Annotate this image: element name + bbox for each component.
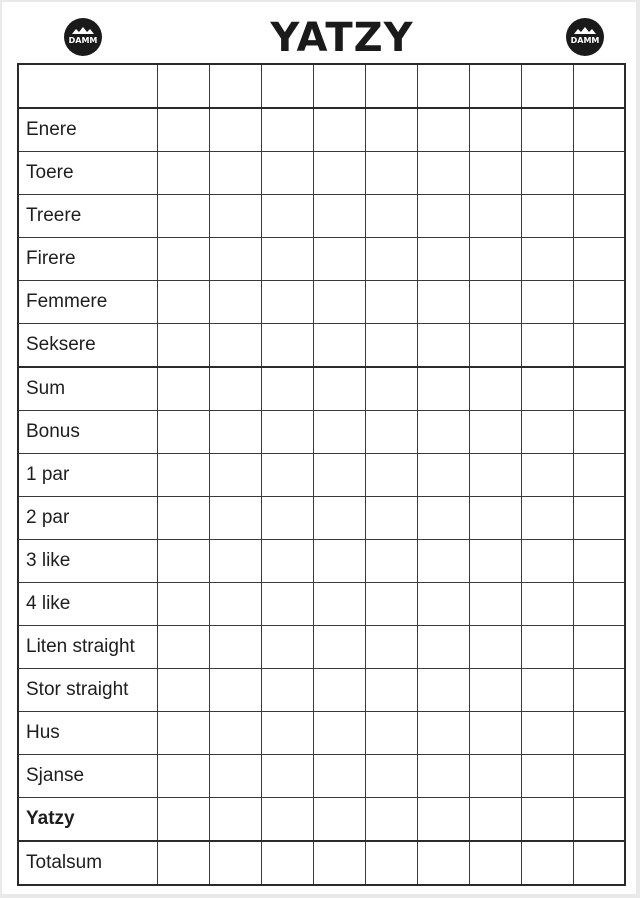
corner-cell: [18, 64, 158, 108]
score-cell[interactable]: [313, 540, 365, 583]
score-cell[interactable]: [573, 281, 625, 324]
score-row: [18, 669, 625, 712]
score-row: [18, 195, 625, 238]
score-cell[interactable]: [313, 324, 365, 368]
score-cell[interactable]: [261, 411, 313, 454]
score-cell[interactable]: [521, 841, 573, 885]
row-label: Seksere: [18, 324, 158, 368]
score-cell[interactable]: [313, 841, 365, 885]
score-cell[interactable]: [313, 583, 365, 626]
row-label: 1 par: [18, 454, 158, 497]
score-cell[interactable]: [209, 281, 261, 324]
score-cell[interactable]: [365, 497, 417, 540]
score-cell[interactable]: [158, 238, 210, 281]
score-cell[interactable]: [417, 755, 469, 798]
score-cell[interactable]: [573, 626, 625, 669]
score-cell[interactable]: [209, 324, 261, 368]
score-cell[interactable]: [417, 152, 469, 195]
score-row: [18, 108, 625, 152]
score-cell[interactable]: [158, 626, 210, 669]
row-label: Sum: [18, 367, 158, 411]
score-cell[interactable]: [469, 583, 521, 626]
score-cell[interactable]: [209, 583, 261, 626]
score-cell[interactable]: [365, 454, 417, 497]
score-cell[interactable]: [469, 238, 521, 281]
row-label: Toere: [18, 152, 158, 195]
score-cell[interactable]: [469, 367, 521, 411]
score-row: [18, 755, 625, 798]
row-label: Hus: [18, 712, 158, 755]
score-cell[interactable]: [313, 152, 365, 195]
score-cell[interactable]: [521, 195, 573, 238]
score-cell[interactable]: [417, 108, 469, 152]
score-cell[interactable]: [417, 324, 469, 368]
score-cell[interactable]: [158, 454, 210, 497]
score-cell[interactable]: [313, 712, 365, 755]
score-cell[interactable]: [469, 626, 521, 669]
score-cell[interactable]: [365, 841, 417, 885]
score-cell[interactable]: [469, 669, 521, 712]
score-cell[interactable]: [313, 108, 365, 152]
score-cell[interactable]: [573, 195, 625, 238]
score-row: [18, 152, 625, 195]
score-cell[interactable]: [209, 238, 261, 281]
score-cell[interactable]: [573, 324, 625, 368]
score-cell[interactable]: [469, 540, 521, 583]
score-cell[interactable]: [417, 841, 469, 885]
player-name-cell[interactable]: [158, 64, 210, 108]
row-label: Femmere: [18, 281, 158, 324]
score-cell[interactable]: [365, 238, 417, 281]
score-cell[interactable]: [521, 583, 573, 626]
score-cell[interactable]: [365, 108, 417, 152]
score-row: [18, 712, 625, 755]
score-cell[interactable]: [573, 712, 625, 755]
score-cell[interactable]: [469, 841, 521, 885]
score-row: [18, 626, 625, 669]
score-cell[interactable]: [261, 108, 313, 152]
score-cell[interactable]: [365, 712, 417, 755]
score-cell[interactable]: [365, 152, 417, 195]
page-title: YATZY: [270, 15, 414, 61]
score-cell[interactable]: [365, 540, 417, 583]
score-cell[interactable]: [521, 411, 573, 454]
score-cell[interactable]: [209, 669, 261, 712]
score-row: [18, 411, 625, 454]
score-cell[interactable]: [209, 755, 261, 798]
score-cell[interactable]: [313, 669, 365, 712]
score-cell[interactable]: [365, 195, 417, 238]
score-cell[interactable]: [417, 669, 469, 712]
player-name-cell[interactable]: [573, 64, 625, 108]
score-cell[interactable]: [158, 281, 210, 324]
score-row: [18, 841, 625, 885]
score-cell[interactable]: [158, 583, 210, 626]
score-cell[interactable]: [209, 108, 261, 152]
score-cell[interactable]: [261, 238, 313, 281]
score-sheet: [2, 2, 636, 894]
row-label: Stor straight: [18, 669, 158, 712]
player-name-cell[interactable]: [209, 64, 261, 108]
score-cell[interactable]: [417, 367, 469, 411]
score-cell[interactable]: [521, 324, 573, 368]
score-cell[interactable]: [365, 281, 417, 324]
score-cell[interactable]: [313, 626, 365, 669]
row-label: Yatzy: [18, 798, 158, 842]
score-cell[interactable]: [209, 152, 261, 195]
score-cell[interactable]: [573, 583, 625, 626]
score-cell[interactable]: [573, 841, 625, 885]
score-cell[interactable]: [521, 540, 573, 583]
score-cell[interactable]: [261, 367, 313, 411]
score-cell[interactable]: [521, 281, 573, 324]
score-cell[interactable]: [469, 755, 521, 798]
player-name-cell[interactable]: [469, 64, 521, 108]
score-cell[interactable]: [158, 755, 210, 798]
row-label: Firere: [18, 238, 158, 281]
score-cell[interactable]: [158, 540, 210, 583]
score-cell[interactable]: [209, 712, 261, 755]
score-cell[interactable]: [261, 626, 313, 669]
score-cell[interactable]: [521, 108, 573, 152]
score-cell[interactable]: [417, 497, 469, 540]
score-cell[interactable]: [365, 626, 417, 669]
score-cell[interactable]: [417, 411, 469, 454]
row-label: Treere: [18, 195, 158, 238]
score-cell[interactable]: [158, 152, 210, 195]
score-cell[interactable]: [365, 798, 417, 842]
score-cell[interactable]: [209, 841, 261, 885]
score-cell[interactable]: [261, 669, 313, 712]
score-row: [18, 583, 625, 626]
row-label: Totalsum: [18, 841, 158, 885]
score-cell[interactable]: [209, 411, 261, 454]
score-cell[interactable]: [521, 626, 573, 669]
score-cell[interactable]: [158, 195, 210, 238]
score-cell[interactable]: [573, 540, 625, 583]
score-cell[interactable]: [209, 798, 261, 842]
score-cell[interactable]: [469, 152, 521, 195]
score-cell[interactable]: [261, 497, 313, 540]
score-cell[interactable]: [417, 583, 469, 626]
score-cell[interactable]: [365, 583, 417, 626]
score-cell[interactable]: [313, 411, 365, 454]
score-cell[interactable]: [417, 626, 469, 669]
logo-text-left: DAMM: [68, 36, 98, 45]
score-cell[interactable]: [158, 108, 210, 152]
score-cell[interactable]: [521, 238, 573, 281]
score-cell[interactable]: [469, 798, 521, 842]
score-cell[interactable]: [209, 367, 261, 411]
score-cell[interactable]: [521, 497, 573, 540]
score-cell[interactable]: [469, 497, 521, 540]
row-label: 4 like: [18, 583, 158, 626]
score-cell[interactable]: [573, 798, 625, 842]
row-label: 3 like: [18, 540, 158, 583]
score-cell[interactable]: [469, 324, 521, 368]
score-cell[interactable]: [573, 367, 625, 411]
score-row: [18, 798, 625, 842]
score-cell[interactable]: [209, 454, 261, 497]
score-cell[interactable]: [469, 411, 521, 454]
score-cell[interactable]: [209, 195, 261, 238]
score-row: [18, 497, 625, 540]
score-row: [18, 238, 625, 281]
score-cell[interactable]: [573, 497, 625, 540]
score-cell[interactable]: [158, 712, 210, 755]
score-cell[interactable]: [158, 669, 210, 712]
score-cell[interactable]: [417, 540, 469, 583]
score-cell[interactable]: [521, 152, 573, 195]
score-cell[interactable]: [313, 497, 365, 540]
score-cell[interactable]: [521, 755, 573, 798]
header-row: [18, 64, 625, 108]
score-cell[interactable]: [158, 798, 210, 842]
player-name-cell[interactable]: [261, 64, 313, 108]
score-cell[interactable]: [158, 841, 210, 885]
score-cell[interactable]: [261, 583, 313, 626]
score-cell[interactable]: [469, 281, 521, 324]
score-cell[interactable]: [261, 324, 313, 368]
player-name-cell[interactable]: [521, 64, 573, 108]
score-cell[interactable]: [469, 712, 521, 755]
row-label: Liten straight: [18, 626, 158, 669]
player-name-cell[interactable]: [365, 64, 417, 108]
score-cell[interactable]: [521, 367, 573, 411]
logo-text-right: DAMM: [570, 36, 600, 45]
score-cell[interactable]: [573, 411, 625, 454]
score-cell[interactable]: [313, 798, 365, 842]
score-cell[interactable]: [573, 152, 625, 195]
score-cell[interactable]: [469, 195, 521, 238]
row-label: Bonus: [18, 411, 158, 454]
score-cell[interactable]: [365, 755, 417, 798]
score-cell[interactable]: [521, 454, 573, 497]
score-cell[interactable]: [521, 798, 573, 842]
score-cell[interactable]: [417, 712, 469, 755]
score-cell[interactable]: [261, 152, 313, 195]
score-cell[interactable]: [313, 238, 365, 281]
score-row: [18, 540, 625, 583]
score-cell[interactable]: [313, 195, 365, 238]
score-cell[interactable]: [261, 540, 313, 583]
score-cell[interactable]: [417, 281, 469, 324]
score-cell[interactable]: [313, 281, 365, 324]
row-label: 2 par: [18, 497, 158, 540]
score-row: [18, 454, 625, 497]
score-cell[interactable]: [261, 454, 313, 497]
score-cell[interactable]: [573, 108, 625, 152]
score-cell[interactable]: [521, 712, 573, 755]
score-cell[interactable]: [261, 281, 313, 324]
row-label: Sjanse: [18, 755, 158, 798]
score-cell[interactable]: [521, 669, 573, 712]
score-cell[interactable]: [417, 195, 469, 238]
row-label: Enere: [18, 108, 158, 152]
score-cell[interactable]: [209, 626, 261, 669]
score-row: [18, 281, 625, 324]
score-cell[interactable]: [313, 755, 365, 798]
score-table: [17, 63, 626, 886]
score-cell[interactable]: [365, 411, 417, 454]
score-cell[interactable]: [261, 755, 313, 798]
score-cell[interactable]: [365, 669, 417, 712]
damm-logo-right: [565, 17, 605, 57]
score-cell[interactable]: [209, 540, 261, 583]
score-cell[interactable]: [573, 669, 625, 712]
score-cell[interactable]: [365, 367, 417, 411]
score-cell[interactable]: [417, 454, 469, 497]
score-cell[interactable]: [469, 454, 521, 497]
score-cell[interactable]: [313, 367, 365, 411]
score-cell[interactable]: [158, 324, 210, 368]
score-cell[interactable]: [313, 454, 365, 497]
score-cell[interactable]: [158, 367, 210, 411]
score-cell[interactable]: [417, 238, 469, 281]
score-cell[interactable]: [158, 497, 210, 540]
score-cell[interactable]: [261, 841, 313, 885]
score-cell[interactable]: [365, 324, 417, 368]
score-cell[interactable]: [573, 454, 625, 497]
score-cell[interactable]: [209, 497, 261, 540]
player-name-cell[interactable]: [417, 64, 469, 108]
score-cell[interactable]: [417, 798, 469, 842]
score-cell[interactable]: [158, 411, 210, 454]
score-row: [18, 367, 625, 411]
score-cell[interactable]: [573, 755, 625, 798]
score-cell[interactable]: [573, 238, 625, 281]
score-cell[interactable]: [261, 195, 313, 238]
score-cell[interactable]: [261, 712, 313, 755]
score-cell[interactable]: [469, 108, 521, 152]
player-name-cell[interactable]: [313, 64, 365, 108]
score-cell[interactable]: [261, 798, 313, 842]
score-row: [18, 324, 625, 368]
